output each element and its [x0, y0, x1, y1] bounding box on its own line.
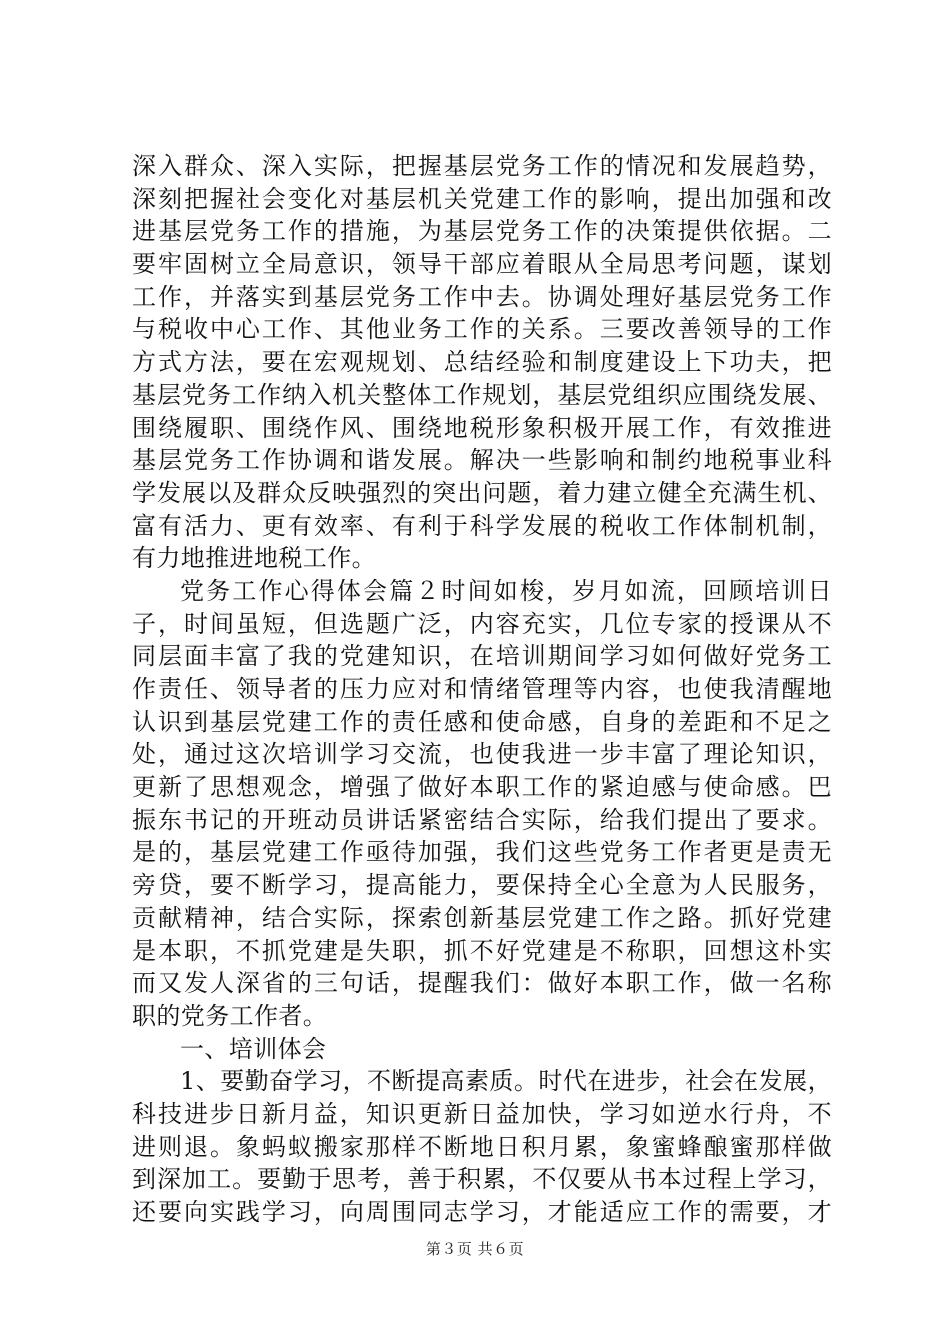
text-line: 子，时间虽短，但选题广泛，内容充实，几位专家的授课从不 [132, 609, 832, 638]
text-line: 处，通过这次培训学习交流，也使我进一步丰富了理论知识， [132, 740, 832, 769]
text-line: 振东书记的开班动员讲话紧密结合实际，给我们提出了要求。 [132, 805, 832, 834]
text-line: 是本职，不抓党建是失职，抓不好党建是不称职，回想这朴实 [132, 936, 832, 965]
text-line: 作责任、领导者的压力应对和情绪管理等内容，也使我清醒地 [132, 675, 832, 703]
text-line: 而又发人深省的三句话，提醒我们：做好本职工作，做一名称 [132, 969, 832, 998]
text-line: 基层党务工作纳入机关整体工作规划，基层党组织应围绕发展、 [132, 380, 832, 409]
text-line: 方式方法，要在宏观规划、总结经验和制度建设上下功夫，把 [132, 348, 832, 377]
text-line: 1、要勤奋学习，不断提高素质。时代在进步，社会在发展， [180, 1067, 832, 1096]
text-line: 职的党务工作者。 [132, 1001, 328, 1030]
text-line: 科技进步日新月益，知识更新日益加快，学习如逆水行舟，不 [132, 1099, 832, 1128]
page-footer: 第３页 共６页 [425, 1240, 525, 1258]
text-line: 认识到基层党建工作的责任感和使命感，自身的差距和不足之 [132, 707, 832, 736]
text-line: 贡献精神，结合实际，探索创新基层党建工作之路。抓好党建 [132, 903, 832, 932]
text-line: 是的，基层党建工作亟待加强，我们这些党务工作者更是责无 [132, 838, 832, 867]
body-text [132, 150, 832, 1229]
text-line: 与税收中心工作、其他业务工作的关系。三要改善领导的工作 [132, 315, 832, 344]
text-line: 党务工作心得体会篇２时间如梭，岁月如流，回顾培训日 [180, 576, 832, 605]
text-line: 有力地推进地税工作。 [132, 544, 376, 573]
text-line: 到深加工。要勤于思考，善于积累，不仅要从书本过程上学习， [132, 1165, 832, 1194]
text-line: 同层面丰富了我的党建知识，在培训期间学习如何做好党务工 [132, 642, 832, 671]
text-line: 进基层党务工作的措施，为基层党务工作的决策提供依据。二 [132, 217, 832, 246]
text-line: 基层党务工作协调和谐发展。解决一些影响和制约地税事业科 [132, 446, 832, 475]
text-line: 围绕履职、围绕作风、围绕地税形象积极开展工作，有效推进 [132, 413, 832, 442]
text-line: 一、培训体会 [180, 1034, 327, 1063]
text-line: 深刻把握社会变化对基层机关党建工作的影响，提出加强和改 [132, 184, 832, 213]
text-line: 还要向实践学习，向周围同志学习，才能适应工作的需要，才 [132, 1198, 832, 1226]
text-line: 要牢固树立全局意识，领导干部应着眼从全局思考问题，谋划 [132, 250, 832, 279]
text-line: 学发展以及群众反映强烈的突出问题，着力建立健全充满生机、 [132, 478, 832, 507]
text-line: 更新了思想观念，增强了做好本职工作的紧迫感与使命感。巴 [132, 773, 832, 802]
text-line: 旁贷，要不断学习，提高能力，要保持全心全意为人民服务， [132, 871, 832, 900]
text-line: 富有活力、更有效率、有利于科学发展的税收工作体制机制， [132, 511, 832, 540]
text-line: 进则退。象蚂蚁搬家那样不断地日积月累，象蜜蜂酿蜜那样做 [132, 1132, 832, 1161]
text-line: 工作，并落实到基层党务工作中去。协调处理好基层党务工作 [132, 282, 832, 311]
text-line: 深入群众、深入实际，把握基层党务工作的情况和发展趋势， [132, 152, 832, 180]
